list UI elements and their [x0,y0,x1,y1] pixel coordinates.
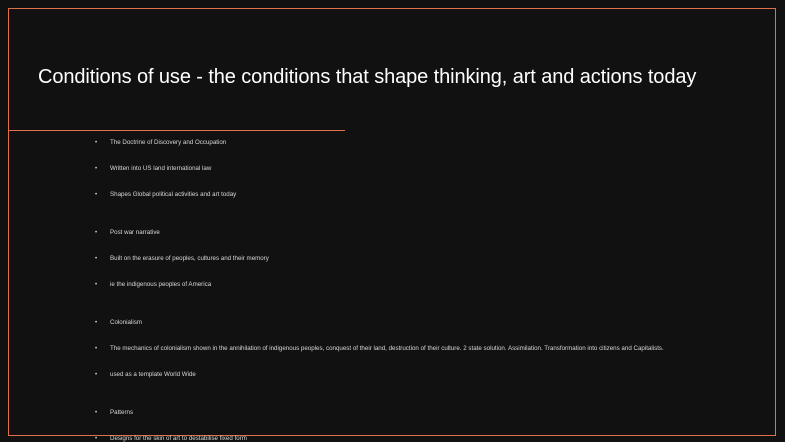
bullet-item [95,163,211,175]
title-underline-rule [8,130,345,131]
bullet-item [95,369,196,381]
bullet-dot-icon: • [95,256,98,262]
bullet-text: Written into US land international law [110,165,212,172]
bullet-item [95,253,269,265]
bullet-item [95,433,247,442]
bullet-item [95,189,236,201]
bullet-dot-icon: • [95,436,98,442]
bullet-item [95,343,664,355]
bullet-text: The Doctrine of Discovery and Occupation [110,139,227,146]
bullet-dot-icon: • [95,282,98,288]
bullet-item [95,407,133,419]
bullet-item [95,317,142,329]
bullet-text: Designs for the skin of art to destabilise fixed form [110,435,247,442]
bullet-item [95,227,160,239]
bullet-dot-icon: • [95,166,98,172]
slide-title: Conditions of use - the conditions that shape thinking, art and actions today [38,66,697,88]
bullet-dot-icon: • [95,192,98,198]
bullet-text: Patterns [110,409,134,416]
bullet-item [95,137,226,149]
bullet-dot-icon: • [95,346,98,352]
bullet-text: used as a template World Wide [110,371,196,378]
bullet-text: Colonialism [110,319,142,326]
bullet-text: The mechanics of colonialism shown in the annihilation of indigenous peoples, conquest of their land, destruction of their culture. 2 state solution. Assimilation. Transformation into citizens and Capitalists. [110,345,664,352]
bullet-dot-icon: • [95,410,98,416]
bullet-dot-icon: • [95,230,98,236]
bullet-text: ie the indigenous peoples of America [110,281,212,288]
bullet-dot-icon: • [95,320,98,326]
bullet-text: Post war narrative [110,229,160,236]
bullet-dot-icon: • [95,372,98,378]
bullet-item [95,279,211,291]
bullet-text: Built on the erasure of peoples, cultures and their memory [110,255,269,262]
bullet-dot-icon: • [95,140,98,146]
bullet-text: Shapes Global political activities and art today [110,191,237,198]
